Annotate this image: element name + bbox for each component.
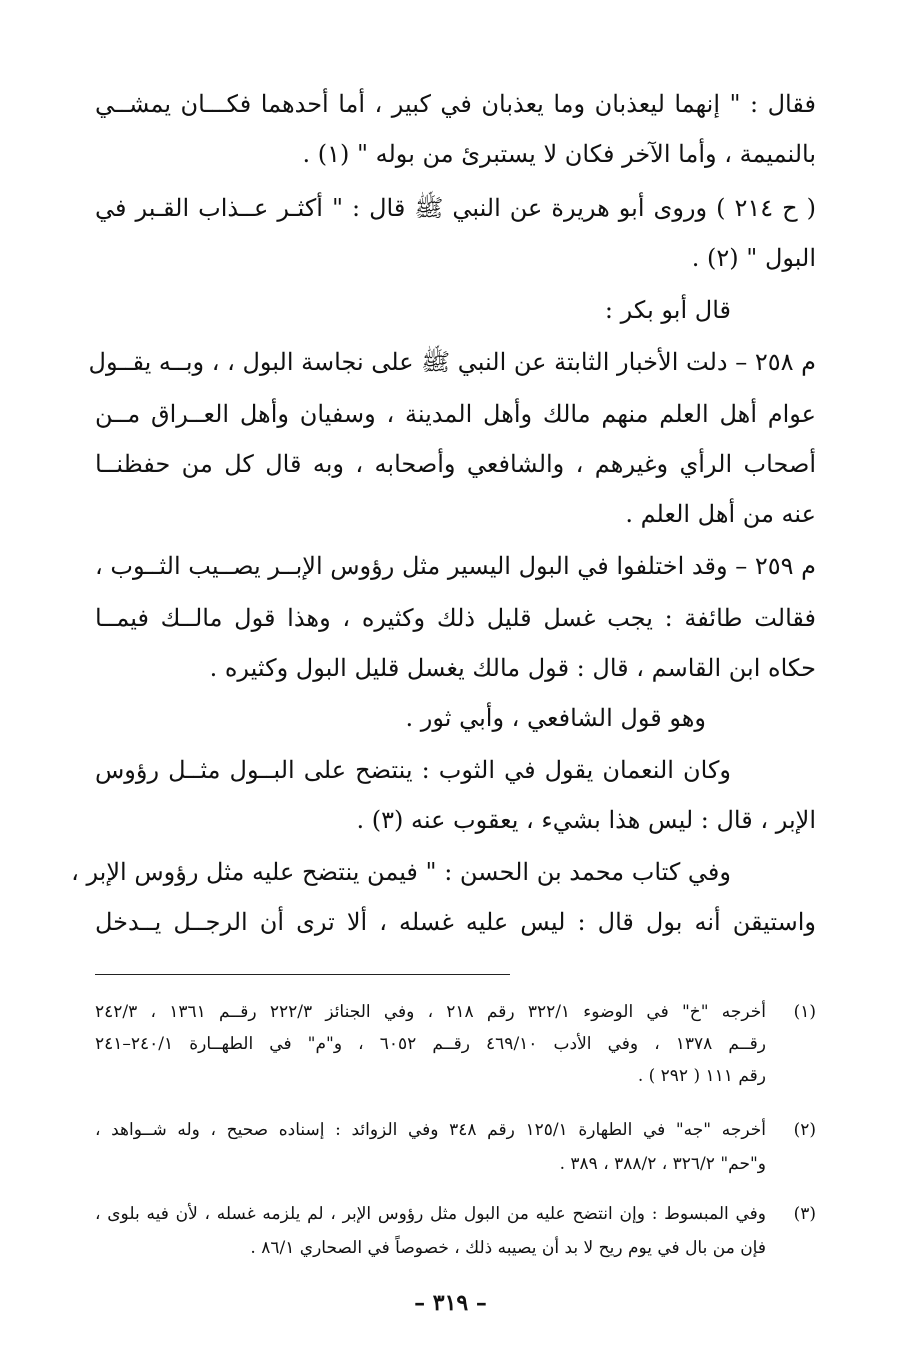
body-line: حكاه ابن القاسم ، قال : قول مالك يغسل قليل البول وكثيره . [209,654,816,682]
body-line: الإبر ، قال : ليس هذا بشيء ، يعقوب عنه (٣) . [356,806,816,834]
body-line: عنه من أهل العلم . [625,500,816,528]
page-number: – ٣١٩ – [414,1290,487,1316]
body-line: ( ح ٢١٤ ) وروى أبو هريرة عن النبي ﷺ قال : " أكثـر عــذاب القـبر في [95,194,816,222]
body-line: وفي كتاب محمد بن الحسن : " فيمن ينتضح عليه مثل رؤوس الإبر ، [71,858,731,886]
footnote-separator [95,974,510,975]
body-line: فقالت طائفة : يجب غسل قليل ذلك وكثيره ، وهذا قول مالــك فيمــا [95,604,816,632]
body-line: أصحاب الرأي وغيرهم ، والشافعي وأصحابه ، وبه قال كل من حفظنــا [95,450,816,478]
body-line: م ٢٥٩ – وقد اختلفوا في البول اليسير مثل رؤوس الإبــر يصــيب الثــوب ، [95,552,816,580]
footnote-line: رقــم ١٣٧٨ ، وفي الأدب ٤٦٩/١٠ رقــم ٦٠٥٢ ، و"م" في الطهــارة ٢٤٠/١–٢٤١ [95,1034,767,1054]
body-line: فقال : " إنهما ليعذبان وما يعذبان في كبير ، أما أحدهما فكـــان يمشــي [95,90,816,118]
body-line: بالنميمة ، وأما الآخر فكان لا يستبرئ من بوله " (١) . [302,140,816,168]
footnote-number: (٣) [793,1204,816,1224]
footnote-line: رقم ١١١ ( ٢٩٢ ) . [637,1066,766,1086]
footnote-line: وفي المبسوط : وإن انتضح عليه من البول مثل رؤوس الإبر ، لم يلزمه غسله ، لأن فيه بلوى ، [95,1204,766,1224]
footnote-line: أخرجه "خ" في الوضوء ٣٢٢/١ رقم ٢١٨ ، وفي الجنائز ٢٢٢/٣ رقــم ١٣٦١ ، ٢٤٢/٣ [95,1002,767,1022]
body-line: وهو قول الشافعي ، وأبي ثور . [405,704,706,732]
footnote-line: أخرجه "جه" في الطهارة ١٢٥/١ رقم ٣٤٨ وفي الزوائد : إسناده صحيح ، وله شــواهد ، [95,1120,766,1140]
footnote-line: و"حم" ٣٢٦/٢ ، ٣٨٨/٢ ، ٣٨٩ . [559,1154,766,1174]
body-line: وكان النعمان يقول في الثوب : ينتضح على البــول مثــل رؤوس [95,756,731,784]
body-line: قال أبو بكر : [604,296,731,324]
footnote-number: (١) [793,1002,816,1022]
body-line: عوام أهل العلم منهم مالك وأهل المدينة ، وسفيان وأهل العــراق مــن [95,400,816,428]
body-line: البول " (٢) . [691,244,816,272]
footnote-number: (٢) [793,1120,816,1140]
footnote-line: فإن من بال في يوم ريح لا بد أن يصيبه ذلك ، خصوصاً في الصحاري ٨٦/١ . [250,1238,766,1258]
body-line: م ٢٥٨ – دلت الأخبار الثابتة عن النبي ﷺ على نجاسة البول ، ، وبــه يقــول [88,348,816,376]
body-line: واستيقن أنه بول قال : ليس عليه غسله ، ألا ترى أن الرجــل يــدخل [95,908,816,936]
